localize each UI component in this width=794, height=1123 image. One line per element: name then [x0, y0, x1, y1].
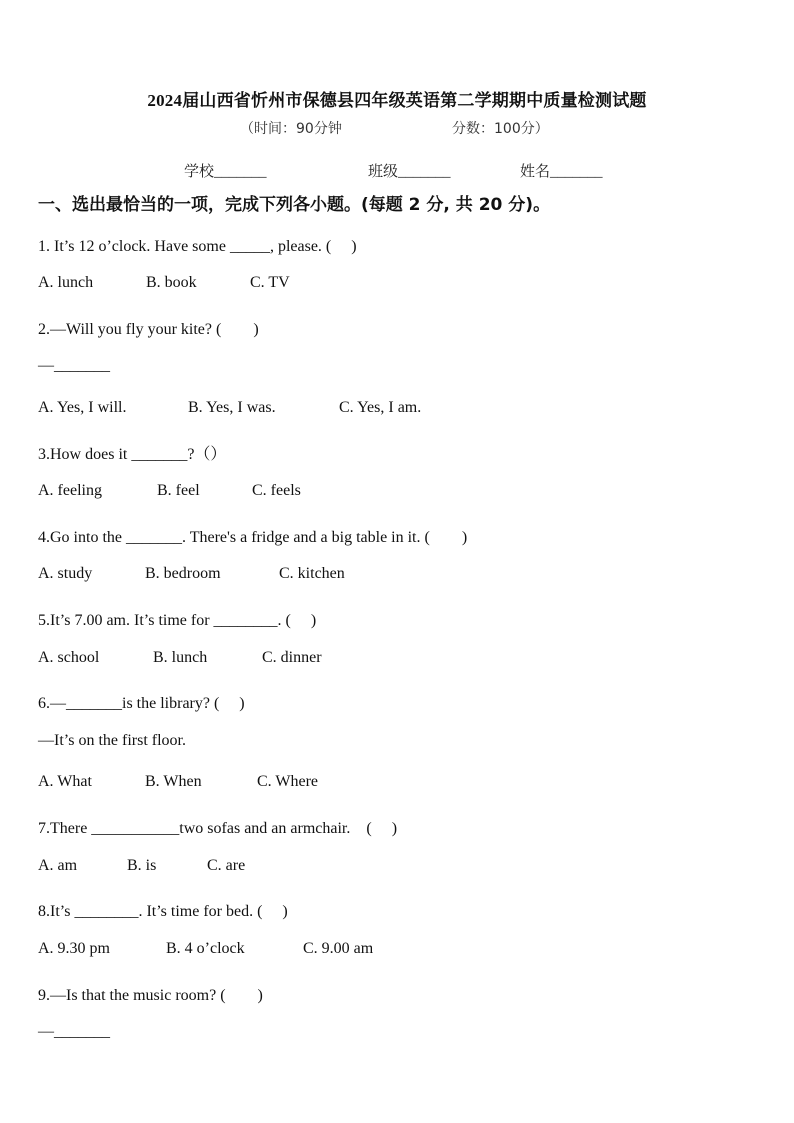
section-heading: 一、选出最恰当的一项，完成下列各小题。(每题 2 分, 共 20 分)。 — [38, 195, 551, 215]
option-b: B. 4 o’clock — [166, 940, 245, 957]
question-2-options — [38, 399, 421, 417]
question-4-stem: 4.Go into the _______. There's a fridge and a big table in it. ( ) — [38, 529, 468, 546]
option-b: B. bedroom — [145, 565, 221, 582]
option-b: B. is — [127, 857, 157, 874]
question-3-options — [38, 482, 301, 500]
option-b: B. When — [145, 773, 202, 790]
school-field: 学校_______ — [184, 164, 267, 180]
option-c: C. TV — [250, 274, 290, 291]
option-a: A. Yes, I will. — [38, 399, 127, 416]
question-7-stem: 7.There ___________two sofas and an armchair. ( ) — [38, 820, 398, 837]
question-8-stem: 8.It’s ________. It’s time for bed. ( ) — [38, 903, 288, 920]
question-9-stem: 9.—Is that the music room? ( ) — [38, 987, 263, 1004]
option-c: C. 9.00 am — [303, 940, 374, 957]
option-c: C. feels — [252, 482, 301, 499]
exam-score: 分数：100分） — [452, 121, 549, 137]
question-6-answer-line: —It’s on the first floor. — [38, 732, 186, 749]
page-title: 2024届山西省忻州市保德县四年级英语第二学期期中质量检测试题 — [147, 91, 647, 110]
option-a: A. feeling — [38, 482, 102, 499]
question-9-answer-line: —_______ — [38, 1023, 110, 1040]
question-1-stem: 1. It’s 12 o’clock. Have some _____, please. ( ) — [38, 238, 357, 255]
option-a: A. school — [38, 649, 100, 666]
option-a: A. study — [38, 565, 93, 582]
option-b: B. Yes, I was. — [188, 399, 276, 416]
question-4-options — [38, 565, 345, 583]
option-c: C. are — [207, 857, 246, 874]
option-c: C. dinner — [262, 649, 322, 666]
class-field: 班级_______ — [368, 164, 451, 180]
option-c: C. Yes, I am. — [339, 399, 422, 416]
option-c: C. Where — [257, 773, 319, 790]
question-6-options — [38, 773, 318, 791]
name-field: 姓名_______ — [520, 164, 603, 180]
question-2-answer-line: —_______ — [38, 357, 110, 374]
question-3-stem: 3.How does it _______?（） — [38, 446, 227, 463]
option-b: B. feel — [157, 482, 200, 499]
option-b: B. lunch — [153, 649, 208, 666]
option-a: A. lunch — [38, 274, 94, 291]
question-8-options — [38, 940, 373, 958]
question-5-options — [38, 649, 322, 667]
question-2-stem: 2.—Will you fly your kite? ( ) — [38, 321, 259, 338]
question-7-options — [38, 857, 245, 875]
question-6-stem: 6.—_______is the library? ( ) — [38, 695, 245, 712]
option-a: A. What — [38, 773, 92, 790]
question-5-stem: 5.It’s 7.00 am. It’s time for ________. ( ) — [38, 612, 317, 629]
question-1-options — [38, 274, 290, 292]
option-a: A. 9.30 pm — [38, 940, 110, 957]
option-b: B. book — [146, 274, 197, 291]
option-c: C. kitchen — [279, 565, 345, 582]
exam-time: （时间：90分钟 — [240, 121, 342, 137]
option-a: A. am — [38, 857, 78, 874]
